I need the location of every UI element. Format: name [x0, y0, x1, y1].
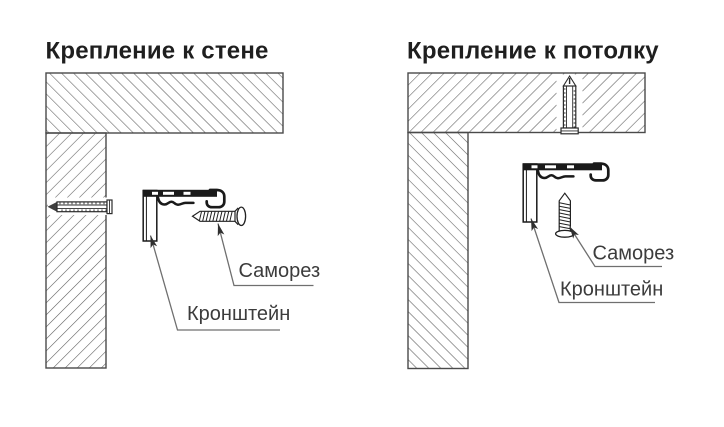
ceiling-hatch-block [408, 73, 645, 133]
wall-hatch-block [408, 133, 468, 369]
screw-drawing [193, 207, 246, 225]
screw-drawing [556, 193, 574, 237]
panel-title: Крепление к стене [45, 37, 269, 65]
panel-title: Крепление к потолку [407, 37, 659, 65]
ceiling-anchor-screw [557, 75, 583, 134]
screw-label: Саморез [592, 242, 675, 265]
ceiling-hatch-block [46, 73, 283, 133]
bracket-label: Кронштейн [187, 303, 291, 325]
panel-wall-mount [46, 38, 321, 369]
wall-anchor-screw [48, 198, 113, 216]
bracket-label: Кронштейн [560, 278, 664, 301]
screw-label: Саморез [238, 260, 321, 282]
panel-ceiling-mount [407, 38, 674, 369]
wall-hatch-block [46, 133, 106, 368]
